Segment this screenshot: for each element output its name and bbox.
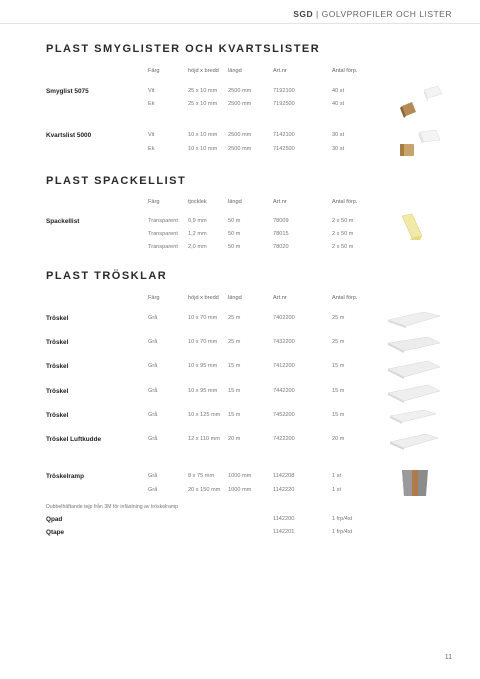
cell-length: 50 m (228, 218, 241, 224)
product-name: Tröskelramp (46, 473, 85, 480)
column-header-length: längd (228, 68, 242, 74)
cell-length: 50 m (228, 244, 241, 250)
spackellist-product-image (396, 212, 428, 242)
cell-artnr: 7402200 (273, 315, 295, 321)
cell-dimensions: 10 x 125 mm (188, 412, 221, 418)
product-name: Tröskel (46, 388, 69, 395)
cell-artnr: 7452200 (273, 412, 295, 418)
cell-thickness: 2,0 mm (188, 244, 207, 250)
product-name: Smyglist 5075 (46, 88, 89, 95)
cell-color: Grå (148, 473, 158, 479)
cell-quantity: 15 m (332, 363, 345, 369)
smyglist-product-image (398, 84, 448, 120)
cell-color: Grå (148, 436, 158, 442)
header-divider (0, 23, 480, 24)
column-header-dimensions: höjd x bredd (188, 295, 219, 301)
cell-artnr: 78020 (273, 244, 289, 250)
cell-length: 15 m (228, 412, 241, 418)
cell-length: 15 m (228, 363, 241, 369)
product-name: Tröskel (46, 315, 69, 322)
cell-quantity: 1 frp/4st (332, 516, 353, 522)
cell-artnr: 7422200 (273, 436, 295, 442)
troskel-product-image (384, 357, 444, 381)
product-name: Tröskel Luftkudde (46, 436, 102, 443)
cell-color: Grå (148, 487, 158, 493)
cell-thickness: 0,9 mm (188, 218, 207, 224)
troskel-product-image (384, 381, 444, 405)
header-text (293, 9, 452, 19)
cell-length: 2500 mm (228, 88, 252, 94)
cell-artnr: 7442200 (273, 388, 295, 394)
cell-quantity: 20 m (332, 436, 345, 442)
cell-thickness: 1,2 mm (188, 231, 207, 237)
cell-dimensions: 12 x 110 mm (188, 436, 220, 442)
troskel-product-image (384, 308, 444, 330)
cell-dimensions: 10 x 95 mm (188, 388, 218, 394)
cell-dimensions: 10 x 70 mm (188, 315, 218, 321)
cell-color: Ek (148, 101, 155, 107)
product-name: Kvartslist 5000 (46, 132, 92, 139)
column-header-length: längd (228, 199, 242, 205)
cell-length: 1000 mm (228, 473, 252, 479)
cell-dimensions: 10 x 95 mm (188, 363, 218, 369)
column-header-color: Färg (148, 68, 160, 74)
troskel-product-image (384, 406, 444, 426)
cell-color: Transparent (148, 218, 178, 224)
cell-artnr: 78015 (273, 231, 289, 237)
cell-dimensions: 10 x 70 mm (188, 339, 218, 345)
page-number: 11 (444, 654, 452, 661)
cell-artnr: 7142500 (273, 146, 295, 152)
cell-artnr: 7412200 (273, 363, 295, 369)
header-brand: SGD (293, 9, 314, 19)
header-title: GOLVPROFILER OCH LISTER (321, 9, 452, 19)
tape-note: Dubbelhäftande tejp från 3M för infästning av tröskelramp (46, 504, 179, 510)
cell-quantity: 25 m (332, 339, 345, 345)
column-header-artnr: Art.nr (273, 68, 287, 74)
cell-dimensions: 10 x 10 mm (188, 132, 218, 138)
cell-artnr: 1142208 (273, 473, 295, 479)
product-name: Spackellist (46, 218, 80, 225)
cell-quantity: 15 m (332, 412, 345, 418)
cell-quantity: 1 st (332, 487, 342, 493)
column-header-length: längd (228, 295, 242, 301)
product-name: Qtape (46, 529, 65, 536)
cell-quantity: 25 m (332, 315, 345, 321)
cell-quantity: 1 st (332, 473, 342, 479)
cell-color: Grå (148, 339, 158, 345)
cell-color: Grå (148, 412, 158, 418)
cell-color: Ek (148, 146, 155, 152)
cell-length: 2500 mm (228, 101, 252, 107)
cell-quantity: 2 x 50 m (332, 218, 354, 224)
column-header-quantity: Antal förp. (332, 295, 358, 301)
cell-color: Vit (148, 88, 155, 94)
product-name: Tröskel (46, 363, 69, 370)
column-header-color: Färg (148, 295, 160, 301)
troskel-product-image (384, 333, 444, 355)
cell-length: 25 m (228, 339, 241, 345)
troskel-luftkudde-product-image (384, 430, 444, 452)
cell-quantity: 15 m (332, 388, 345, 394)
cell-length: 25 m (228, 315, 241, 321)
cell-quantity: 1 frp/4st (332, 529, 353, 535)
cell-artnr: 7192500 (273, 101, 295, 107)
cell-length: 15 m (228, 388, 241, 394)
cell-artnr: 1142200 (273, 516, 295, 522)
cell-color: Grå (148, 388, 158, 394)
product-name: Tröskel (46, 339, 69, 346)
cell-dimensions: 25 x 10 mm (188, 101, 218, 107)
cell-length: 20 m (228, 436, 241, 442)
cell-quantity: 40 st (332, 88, 345, 94)
cell-artnr: 1142201 (273, 529, 295, 535)
cell-color: Vit (148, 132, 155, 138)
cell-quantity: 30 st (332, 132, 345, 138)
column-header-thickness: tjocklek (188, 199, 207, 205)
cell-quantity: 30 st (332, 146, 345, 152)
product-name: Tröskel (46, 412, 69, 419)
kvartslist-product-image (398, 128, 448, 160)
cell-artnr: 7192100 (273, 88, 295, 94)
cell-color: Grå (148, 363, 158, 369)
cell-length: 2500 mm (228, 132, 252, 138)
section-title-spackellist: PLAST SPACKELLIST (46, 175, 187, 187)
cell-artnr: 7432200 (273, 339, 295, 345)
cell-quantity: 2 x 50 m (332, 244, 354, 250)
cell-artnr: 7142100 (273, 132, 295, 138)
cell-dimensions: 25 x 10 mm (188, 88, 218, 94)
troskelramp-product-image (400, 466, 430, 498)
column-header-artnr: Art.nr (273, 295, 287, 301)
cell-dimensions: 20 x 150 mm (188, 487, 221, 493)
cell-color: Transparent (148, 231, 178, 237)
header-separator: | (316, 9, 319, 19)
section-title-trosklar: PLAST TRÖSKLAR (46, 270, 168, 282)
cell-color: Transparent (148, 244, 178, 250)
column-header-color: Färg (148, 199, 160, 205)
column-header-quantity: Antal förp. (332, 199, 358, 205)
cell-quantity: 40 st (332, 101, 345, 107)
cell-length: 2500 mm (228, 146, 252, 152)
cell-artnr: 1142220 (273, 487, 295, 493)
cell-length: 1000 mm (228, 487, 252, 493)
cell-length: 50 m (228, 231, 241, 237)
cell-dimensions: 8 x 75 mm (188, 473, 215, 479)
product-name: Qpad (46, 516, 63, 523)
section-title-smyglister: PLAST SMYGLISTER OCH KVARTSLISTER (46, 43, 321, 55)
cell-artnr: 78009 (273, 218, 289, 224)
column-header-dimensions: höjd x bredd (188, 68, 219, 74)
cell-color: Grå (148, 315, 158, 321)
cell-quantity: 2 x 50 m (332, 231, 354, 237)
cell-dimensions: 10 x 10 mm (188, 146, 218, 152)
column-header-artnr: Art.nr (273, 199, 287, 205)
column-header-quantity: Antal förp. (332, 68, 358, 74)
